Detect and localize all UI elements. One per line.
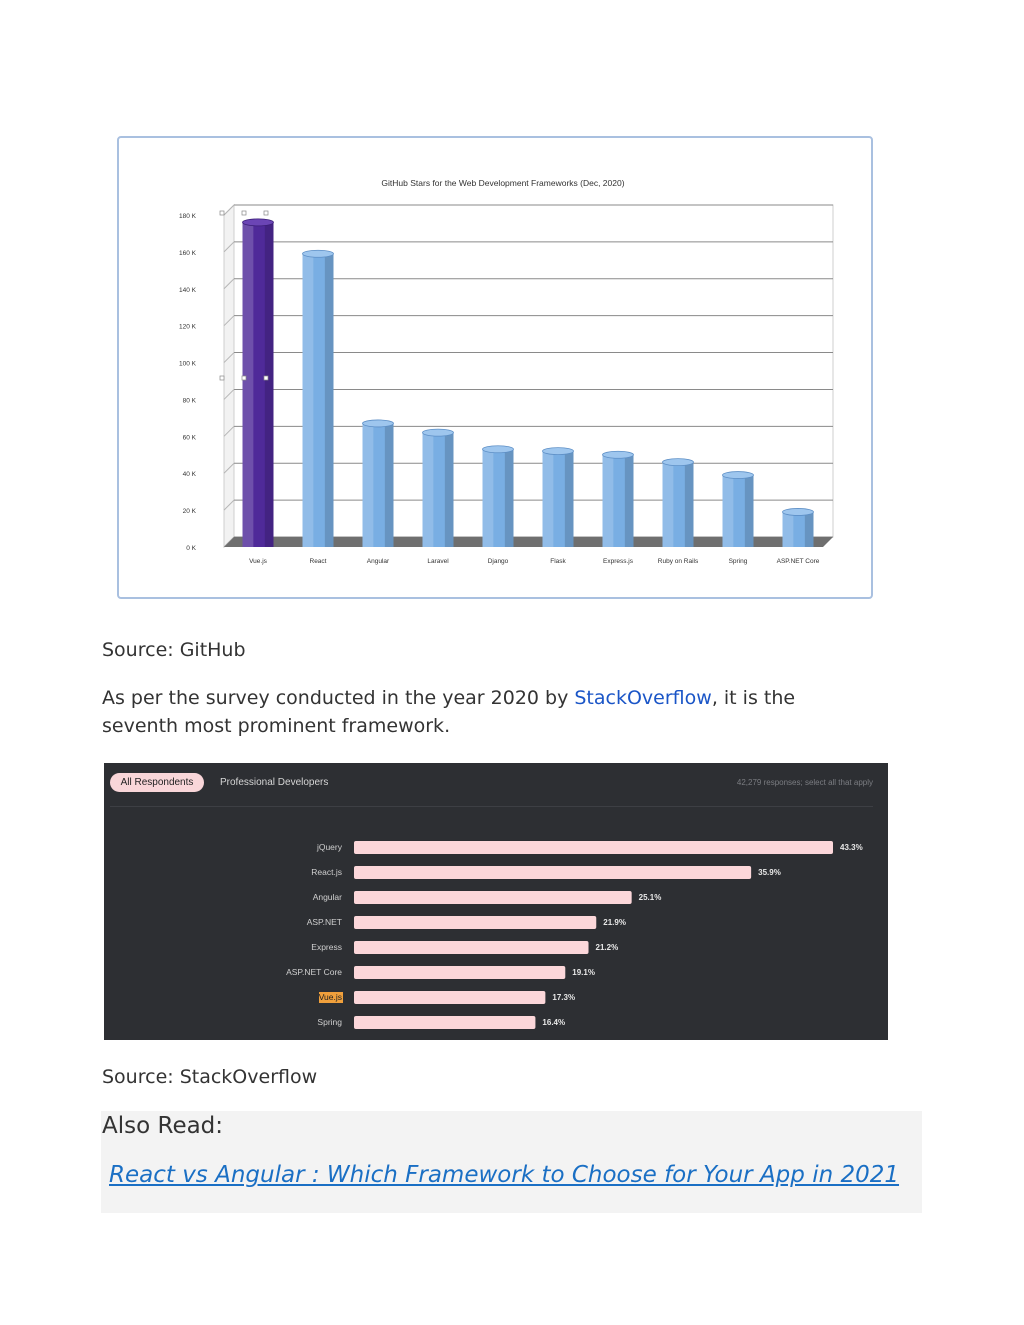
so-category-label: Angular — [312, 892, 342, 902]
so-bar — [354, 991, 545, 1004]
so-bar — [354, 891, 632, 904]
bar-django — [483, 446, 514, 547]
bar-ruby-on-rails — [663, 459, 694, 547]
bar-asp-net-core — [783, 508, 814, 547]
x-tick-label: Flask — [550, 558, 566, 565]
so-bar — [354, 866, 751, 879]
bar-highlight — [363, 423, 374, 547]
bar-cap — [783, 508, 814, 515]
bar-shade — [505, 449, 514, 547]
y-tick-label: 160 K — [179, 249, 196, 257]
also-read-link[interactable]: React vs Angular : Which Framework to Choose for Your App in 2021 — [109, 1162, 900, 1188]
y-tick-label: 0 K — [186, 545, 196, 552]
bar-highlight — [663, 462, 674, 547]
y-tick-label: 100 K — [179, 360, 196, 368]
stackoverflow-link[interactable]: StackOverflow — [574, 687, 712, 709]
x-tick-label: React — [309, 558, 327, 565]
x-tick-label: Django — [487, 558, 509, 565]
also-read-box — [101, 1111, 922, 1213]
bar-shade — [325, 254, 334, 547]
so-value-label: 16.4% — [542, 1018, 566, 1027]
x-tick-label: Express.js — [603, 558, 633, 565]
x-tick-label: Spring — [728, 558, 748, 565]
bar-flask — [543, 448, 574, 547]
x-tick-label: Ruby on Rails — [657, 558, 699, 565]
bar-highlight — [603, 455, 614, 547]
bar-highlight — [303, 254, 314, 547]
so-category-label: ASP.NET — [306, 917, 342, 927]
bar-shade — [565, 451, 574, 547]
bar-cap — [423, 429, 454, 436]
x-tick-label: Laravel — [427, 558, 449, 565]
stackoverflow-survey-panel — [104, 763, 888, 1040]
bar-highlight — [783, 512, 794, 547]
selection-handle — [220, 376, 224, 380]
so-category-label: Vue.js — [318, 992, 342, 1002]
survey-text-after: , it is the — [711, 687, 796, 709]
tab-all-respondents[interactable]: All Respondents — [110, 773, 204, 792]
github-source-caption: Source: GitHub — [102, 639, 246, 661]
y-tick-label: 40 K — [182, 471, 196, 479]
y-tick-label: 60 K — [182, 434, 196, 442]
bar-vue-js — [243, 219, 274, 547]
bar-shade — [445, 433, 454, 547]
bar-highlight — [723, 475, 734, 547]
so-bar — [354, 1016, 535, 1029]
stackoverflow-bar-chart — [104, 763, 888, 1040]
so-value-label: 19.1% — [572, 968, 595, 977]
bar-highlight — [423, 433, 434, 547]
bar-cap — [543, 448, 574, 455]
so-value-label: 17.3% — [552, 993, 576, 1002]
so-category-label: Express — [311, 942, 342, 952]
bar-angular — [363, 420, 394, 547]
bar-cap — [723, 472, 754, 479]
bar-react — [303, 250, 334, 547]
bar-cap — [483, 446, 514, 453]
bar-cap — [243, 219, 274, 226]
so-value-label: 43.3% — [840, 843, 863, 852]
bar-shade — [385, 423, 394, 547]
y-tick-label: 20 K — [182, 508, 196, 516]
bar-highlight — [543, 451, 554, 547]
survey-paragraph — [102, 684, 795, 740]
tab-professional-developers[interactable]: Professional Developers — [220, 777, 329, 788]
y-tick-label: 80 K — [182, 397, 196, 405]
x-tick-label: ASP.NET Core — [776, 558, 820, 565]
y-tick-label: 180 K — [179, 213, 196, 220]
x-tick-label: Angular — [366, 558, 390, 565]
bar-cap — [363, 420, 394, 427]
bar-highlight — [483, 449, 494, 547]
bar-shade — [265, 222, 274, 547]
y-tick-label: 140 K — [179, 286, 196, 294]
bar-cap — [663, 459, 694, 466]
selection-handle — [264, 211, 268, 215]
bar-highlight — [243, 222, 254, 547]
so-category-label: Spring — [317, 1017, 342, 1027]
so-bar — [354, 941, 589, 954]
so-bar — [354, 841, 833, 854]
responses-note: 42,279 responses; select all that apply — [736, 778, 873, 787]
also-read-label: Also Read: — [102, 1113, 224, 1139]
bar-shade — [745, 475, 754, 547]
bar-shade — [805, 512, 814, 547]
bar-express-js — [603, 451, 634, 547]
so-category-label: jQuery — [316, 842, 342, 852]
stackoverflow-source-caption: Source: StackOverflow — [102, 1066, 318, 1088]
x-tick-label: Vue.js — [249, 558, 267, 565]
selection-handle — [242, 211, 246, 215]
selection-handle — [264, 376, 268, 380]
selection-handle — [220, 211, 224, 215]
so-value-label: 25.1% — [638, 893, 662, 902]
bar-cap — [603, 451, 634, 458]
y-tick-label: 120 K — [179, 323, 196, 331]
so-value-label: 35.9% — [758, 868, 781, 877]
github-stars-chart — [117, 136, 873, 599]
bar-laravel — [423, 429, 454, 547]
bar-shade — [685, 462, 694, 547]
github-stars-chart-frame — [117, 136, 873, 599]
so-bar — [354, 966, 565, 979]
so-bar — [354, 916, 596, 929]
so-value-label: 21.2% — [595, 943, 619, 952]
selection-handle — [242, 376, 246, 380]
bar-cap — [303, 250, 334, 257]
bar-spring — [723, 472, 754, 547]
survey-text-line2: seventh most prominent framework. — [102, 715, 451, 737]
so-value-label: 21.9% — [603, 918, 626, 927]
so-category-label: ASP.NET Core — [286, 967, 342, 977]
so-category-label: React.js — [311, 867, 342, 877]
plot-side-wall — [224, 205, 234, 547]
chart-title: GitHub Stars for the Web Development Frameworks (Dec, 2020) — [381, 178, 625, 188]
survey-text-before: As per the survey conducted in the year 2020 by — [102, 687, 575, 709]
bar-shade — [625, 455, 634, 547]
